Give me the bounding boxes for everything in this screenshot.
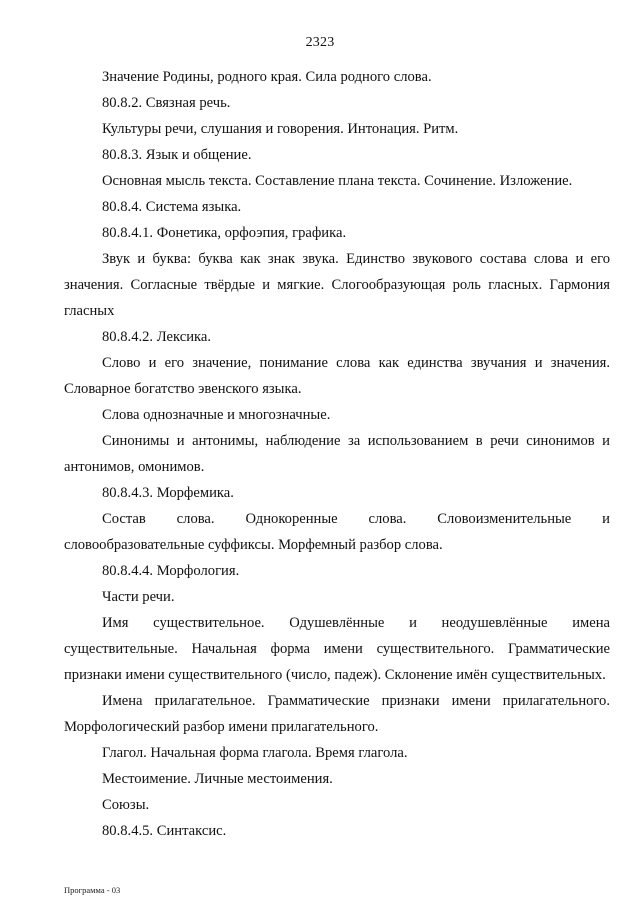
paragraph: Синонимы и антонимы, наблюдение за использованием в речи синонимов и антонимов, омонимов. [64, 433, 610, 475]
paragraph: Звук и буква: буква как знак звука. Единство звукового состава слова и его значения. Согласные твёрдые и мягкие. Слогообразующая роль гласных. Гармония гласных [64, 251, 610, 319]
paragraph: Слова однозначные и многозначные. [102, 407, 331, 423]
section-heading: 80.8.4.1. Фонетика, орфоэпия, графика. [102, 225, 347, 241]
section-heading: 80.8.4.3. Морфемика. [102, 485, 234, 501]
section-heading: 80.8.2. Связная речь. [102, 95, 231, 111]
paragraph: Местоимение. Личные местоимения. [102, 771, 333, 787]
paragraph: Слово и его значение, понимание слова как единства звучания и значения. Словарное богатство эвенского языка. [64, 355, 610, 397]
paragraph: Имена прилагательное. Грамматические признаки имени прилагательного. Морфологический разбор имени прилагательного. [64, 693, 610, 735]
section-heading: 80.8.4.2. Лексика. [102, 329, 212, 345]
section-heading: 80.8.4. Система языка. [102, 199, 242, 215]
page-number: 2323 [305, 35, 335, 50]
section-heading: 80.8.3. Язык и общение. [102, 147, 252, 163]
paragraph: Союзы. [102, 797, 150, 813]
paragraph: Имя существительное. Одушевлённые и неодушевлённые имена существительные. Начальная форма имени существительного. Грамматические признаки имени существительного (число, падеж). Склонение имён существительных. [64, 615, 610, 683]
paragraph: Состав слова. Однокоренные слова. Словоизменительные и словообразовательные суффиксы. Морфемный разбор слова. [64, 511, 610, 553]
paragraph: Культуры речи, слушания и говорения. Интонация. Ритм. [102, 121, 459, 137]
section-heading: 80.8.4.4. Морфология. [102, 563, 240, 579]
paragraph: Части речи. [102, 589, 175, 605]
section-heading: 80.8.4.5. Синтаксис. [102, 823, 227, 839]
paragraph: Основная мысль текста. Составление плана текста. Сочинение. Изложение. [102, 173, 573, 189]
page-body [64, 64, 610, 844]
page-footer: Программа - 03 [64, 885, 121, 895]
paragraph: Значение Родины, родного края. Сила родного слова. [102, 69, 432, 85]
paragraph: Глагол. Начальная форма глагола. Время глагола. [102, 745, 408, 761]
